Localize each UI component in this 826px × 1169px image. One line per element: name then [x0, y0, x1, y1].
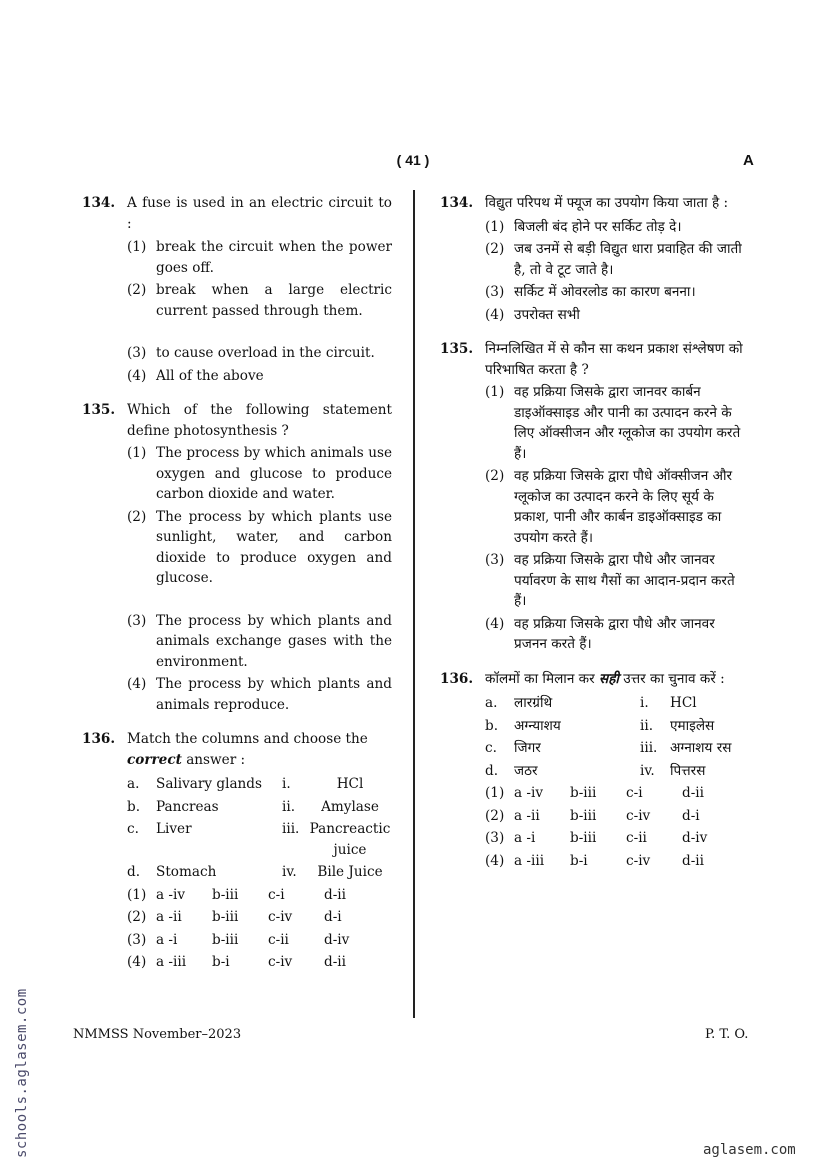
left-item: जठर [514, 762, 538, 779]
match-row [127, 774, 392, 795]
answer-a: a -ii [156, 909, 182, 925]
left-label: d. [127, 864, 141, 880]
answer-number: (3) [127, 931, 147, 948]
answer-c: c-i [268, 886, 285, 903]
answer-d: d-ii [682, 785, 704, 801]
left-label: a. [127, 776, 140, 792]
right-item: पित्तरस [670, 762, 706, 779]
answer-b: b-iii [212, 886, 239, 903]
answer-b: b-iii [570, 830, 597, 846]
right-label: iv. [640, 762, 655, 779]
option [127, 507, 392, 589]
question-stem: निम्नलिखित में से कौन सा कथन प्रकाश संश्लेषण को परिभाषित करता है ? [485, 341, 743, 378]
option-number: (4) [485, 306, 505, 323]
match-row [127, 819, 392, 860]
answer-a: a -ii [514, 807, 540, 824]
answer-d: d-ii [324, 954, 346, 970]
answer-number: (2) [127, 909, 147, 925]
right-item: HCl [670, 695, 697, 711]
answer-a: a -iii [156, 954, 187, 970]
left-item: Stomach [156, 864, 217, 880]
match-row [485, 761, 748, 782]
right-label: ii. [640, 717, 654, 734]
match-row [127, 797, 392, 818]
question-number: 134. [440, 195, 474, 211]
right-label: iii. [282, 821, 300, 837]
answer-a: a -i [514, 830, 536, 846]
answer-option [127, 952, 392, 973]
question-135-en [82, 400, 392, 441]
option-number: (3) [127, 612, 147, 629]
stem-emphasis: सही [599, 670, 619, 687]
bottom-watermark: aglasem.com [703, 1142, 796, 1158]
left-item: Salivary glands [156, 776, 262, 792]
question-number: 134. [82, 195, 116, 211]
option-text: The process by which plants and animals reproduce. [156, 676, 392, 713]
option-text: The process by which plants and animals exchange gases with the environment. [156, 612, 392, 670]
answer-c: c-ii [268, 931, 289, 948]
answer-option [127, 930, 392, 951]
pto-label: P. T. O. [705, 1027, 749, 1042]
answer-d: d-iv [324, 931, 350, 948]
option-number: (2) [127, 508, 147, 525]
answer-option [485, 851, 748, 872]
answer-b: b-iii [212, 931, 239, 948]
option-number: (3) [127, 345, 147, 361]
english-column [82, 193, 392, 973]
option [127, 674, 392, 715]
stem-part: answer : [181, 751, 246, 768]
hindi-column [440, 193, 748, 871]
option-text: All of the above [156, 367, 264, 384]
option [127, 280, 392, 321]
answer-b: b-i [570, 852, 588, 869]
option-text: break when a large electric current passed through them. [156, 282, 392, 319]
question-stem: A fuse is used in an electric circuit to : [127, 195, 392, 232]
option-number: (1) [485, 384, 505, 400]
question-stem [485, 669, 748, 690]
answer-a: a -iv [514, 785, 544, 801]
answer-number: (4) [485, 852, 505, 869]
stem-part: कॉलमों का मिलान कर [485, 670, 595, 687]
page-number: ( 41 ) [396, 152, 430, 168]
option-text: to cause overload in the circuit. [156, 345, 375, 361]
left-item: लारग्रंथि [514, 695, 553, 711]
answer-option [127, 907, 392, 928]
option-text: जब उनमें से बड़ी विद्युत धारा प्रवाहित की जाती है, तो वे टूट जाते है। [514, 241, 742, 278]
option-text: The process by which plants use sunlight, water, and carbon dioxide to produce oxygen and glucose. [156, 508, 392, 586]
left-label: d. [485, 762, 499, 779]
answer-a: a -iii [514, 852, 545, 869]
answer-number: (3) [485, 830, 505, 846]
answer-a: a -iv [156, 886, 186, 903]
option-number: (4) [127, 676, 147, 692]
option-text: उपरोक्त सभी [514, 306, 580, 323]
option-text: वह प्रक्रिया जिसके द्वारा पौधे ऑक्सीजन और ग्लूकोज का उत्पादन करने के लिए सूर्य के प्रकाश, पानी और कार्बन डाइऑक्साइड का उपयोग करते हैं। [514, 468, 733, 546]
question-135-hi [440, 339, 748, 380]
option-text: बिजली बंद होने पर सर्किट तोड़ दे। [514, 218, 682, 235]
option-number: (4) [485, 615, 505, 632]
right-label: ii. [282, 798, 296, 815]
answer-d: d-ii [324, 886, 346, 903]
option-number: (1) [127, 445, 147, 461]
right-label: iii. [640, 740, 658, 756]
question-number: 135. [440, 341, 474, 357]
option-number: (3) [485, 552, 505, 568]
match-row [485, 693, 748, 714]
answer-number: (2) [485, 807, 505, 824]
match-row [485, 716, 748, 737]
left-label: b. [485, 717, 499, 734]
right-item: Amylase [321, 798, 379, 815]
option-text: break the circuit when the power goes off. [156, 239, 392, 276]
right-label: i. [640, 695, 649, 711]
question-number: 136. [82, 731, 116, 747]
option [485, 282, 748, 303]
option [485, 217, 748, 238]
option-number: (1) [127, 239, 147, 255]
left-label: a. [485, 695, 498, 711]
option-text: वह प्रक्रिया जिसके द्वारा पौधे और जानवर पर्यावरण के साथ गैसों का आदान-प्रदान करते हैं। [514, 552, 735, 609]
left-item: Liver [156, 821, 192, 837]
answer-b: b-iii [212, 909, 239, 925]
stem-part: उत्तर का चुनाव करें : [618, 670, 725, 687]
left-label: c. [485, 740, 497, 756]
option-number: (2) [127, 282, 147, 298]
option-number: (2) [485, 241, 505, 257]
option [485, 550, 748, 612]
option-number: (1) [485, 218, 505, 235]
answer-number: (1) [485, 785, 505, 801]
stem-emphasis: correct [127, 751, 182, 768]
option [127, 366, 392, 387]
answer-c: c-iv [626, 852, 651, 869]
option [485, 466, 748, 548]
left-item: जिगर [514, 740, 541, 756]
left-label: b. [127, 798, 141, 815]
option-text: वह प्रक्रिया जिसके द्वारा पौधे और जानवर प्रजनन करते हैं। [514, 615, 715, 652]
exam-name: NMMSS November–2023 [73, 1027, 242, 1042]
right-item: Pancreactic juice [309, 821, 391, 858]
right-label: iv. [282, 864, 297, 880]
question-number: 135. [82, 402, 116, 418]
option-number: (2) [485, 468, 505, 484]
option-text: वह प्रक्रिया जिसके द्वारा जानवर कार्बन डाइऑक्साइड और पानी का उत्पादन करने के लिए ऑक्सीजन और ग्लूकोज का उपयोग करते हैं। [514, 384, 741, 462]
answer-d: d-iv [682, 830, 708, 846]
answer-a: a -i [156, 931, 178, 948]
right-item: एमाइलेस [670, 717, 715, 734]
answer-option [485, 828, 748, 849]
option-text: सर्किट में ओवरलोड का कारण बनना। [514, 284, 696, 300]
option-text: The process by which animals use oxygen and glucose to produce carbon dioxide and water. [156, 445, 392, 502]
option [127, 611, 392, 673]
question-136-en [82, 729, 392, 770]
right-label: i. [282, 776, 291, 792]
answer-option [485, 783, 748, 804]
answer-d: d-i [682, 807, 700, 824]
match-row [127, 862, 392, 883]
left-label: c. [127, 821, 139, 837]
answer-number: (4) [127, 954, 147, 970]
answer-d: d-i [324, 909, 342, 925]
left-item: अग्न्याशय [514, 717, 561, 734]
answer-option [485, 806, 748, 827]
side-watermark: schools.aglasem.com [14, 988, 30, 1158]
question-136-hi [440, 669, 748, 690]
answer-b: b-i [212, 954, 230, 970]
match-row [485, 738, 748, 759]
answer-option [127, 885, 392, 906]
answer-b: b-iii [570, 785, 597, 801]
answer-c: c-iv [268, 954, 293, 970]
answer-b: b-iii [570, 807, 597, 824]
option-number: (3) [485, 284, 505, 300]
option [127, 343, 392, 364]
answer-c: c-iv [268, 909, 293, 925]
answer-c: c-ii [626, 830, 647, 846]
answer-number: (1) [127, 886, 147, 903]
question-134-en [82, 193, 392, 234]
option-number: (4) [127, 367, 147, 384]
option [127, 443, 392, 505]
column-divider [413, 190, 415, 1018]
right-item: अग्नाशय रस [670, 740, 732, 756]
question-number: 136. [440, 670, 474, 687]
right-item: HCl [336, 776, 364, 792]
question-134-hi [440, 193, 748, 214]
option [485, 614, 748, 655]
option [485, 239, 748, 280]
answer-c: c-i [626, 785, 643, 801]
right-item: Bile Juice [317, 864, 383, 880]
question-stem: विद्युत परिपथ में फ्यूज का उपयोग किया जाता है : [485, 195, 729, 211]
question-stem [127, 729, 392, 770]
option [485, 305, 748, 326]
question-stem: Which of the following statement define photosynthesis ? [127, 402, 392, 439]
set-code: A [743, 152, 754, 169]
option [127, 237, 392, 278]
stem-part: Match the columns and choose the [127, 731, 368, 747]
answer-c: c-iv [626, 807, 651, 824]
answer-d: d-ii [682, 852, 704, 869]
option [485, 382, 748, 464]
left-item: Pancreas [156, 798, 219, 815]
